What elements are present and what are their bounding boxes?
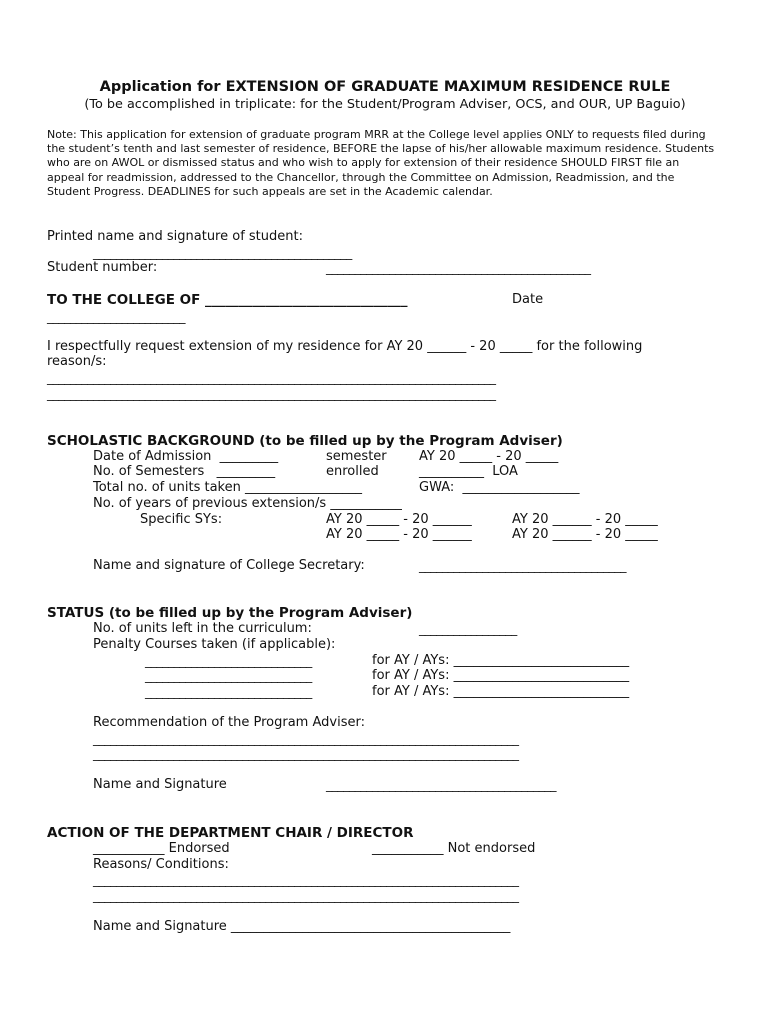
- specific-sys-label: Specific SYs:: [140, 512, 223, 527]
- recommendation-line-2[interactable]: __________________________________________________________________________: [93, 746, 519, 761]
- no-semesters-field[interactable]: No. of Semesters _________: [93, 464, 276, 479]
- college-field[interactable]: TO THE COLLEGE OF ______________________________: [47, 292, 408, 308]
- semester-ay-field[interactable]: AY 20 _____ - 20 _____: [419, 449, 559, 464]
- date-admission-field[interactable]: Date of Admission _________: [93, 449, 279, 464]
- printed-name-signature-field[interactable]: _____________________________________________: [93, 245, 352, 260]
- reasons-conditions-label: Reasons/ Conditions:: [93, 857, 229, 872]
- adviser-signature-label: Name and Signature: [93, 777, 227, 792]
- request-text: I respectfully request extension of my residence for AY 20 ______ - 20 _____ for the following: [47, 339, 643, 354]
- form-title: Application for EXTENSION OF GRADUATE MAXIMUM RESIDENCE RULE: [99, 79, 671, 95]
- units-taken-field[interactable]: Total no. of units taken __________________: [93, 480, 362, 495]
- penalty-ay-field-2[interactable]: for AY / AYs: ___________________________: [372, 668, 630, 683]
- specific-sy-1[interactable]: AY 20 _____ - 20 ______: [326, 512, 472, 527]
- scholastic-heading: SCHOLASTIC BACKGROUND (to be filled up by the Program Adviser): [47, 433, 563, 449]
- student-number-label: Student number:: [47, 260, 158, 275]
- units-left-field[interactable]: _________________: [419, 621, 517, 636]
- printed-name-label: Printed name and signature of student:: [47, 229, 303, 244]
- loa-field[interactable]: __________ LOA: [419, 464, 518, 479]
- date-field[interactable]: ________________________: [47, 309, 185, 324]
- previous-extension-field[interactable]: No. of years of previous extension/s ___________: [93, 496, 402, 511]
- penalty-course-field-2[interactable]: _____________________________: [145, 668, 312, 683]
- gwa-field[interactable]: GWA: __________________: [419, 480, 580, 495]
- penalty-courses-label: Penalty Courses taken (if applicable):: [93, 637, 336, 652]
- secretary-label: Name and signature of College Secretary:: [93, 558, 365, 573]
- specific-sy-4[interactable]: AY 20 ______ - 20 _____: [512, 527, 658, 542]
- request-reason-label: reason/s:: [47, 354, 107, 369]
- date-label: Date: [512, 292, 544, 307]
- recommendation-label: Recommendation of the Program Adviser:: [93, 715, 365, 730]
- action-heading: ACTION OF THE DEPARTMENT CHAIR / DIRECTOR: [47, 825, 414, 841]
- recommendation-line-1[interactable]: __________________________________________________________________________: [93, 731, 519, 746]
- not-endorsed-option[interactable]: ___________ Not endorsed: [372, 841, 536, 856]
- reason-line-1[interactable]: ______________________________________________________________________________: [47, 370, 496, 385]
- penalty-course-field-3[interactable]: _____________________________: [145, 684, 312, 699]
- semester-label: semester: [326, 449, 387, 464]
- penalty-ay-field-1[interactable]: for AY / AYs: ___________________________: [372, 653, 630, 668]
- units-left-label: No. of units left in the curriculum:: [93, 621, 312, 636]
- chair-signature-field[interactable]: Name and Signature ___________________________________________: [93, 919, 511, 934]
- form-subtitle: (To be accomplished in triplicate: for the Student/Program Adviser, OCS, and OUR, UP Baguio): [84, 97, 686, 112]
- specific-sy-2[interactable]: AY 20 ______ - 20 _____: [512, 512, 658, 527]
- endorsed-option[interactable]: ___________ Endorsed: [93, 841, 230, 856]
- reason-line-2[interactable]: ______________________________________________________________________________: [47, 386, 496, 401]
- adviser-signature-field[interactable]: ________________________________________: [326, 777, 556, 792]
- student-number-field[interactable]: ______________________________________________: [326, 260, 591, 275]
- status-heading: STATUS (to be filled up by the Program Adviser): [47, 605, 413, 621]
- penalty-course-field-1[interactable]: _____________________________: [145, 653, 312, 668]
- reasons-line-2[interactable]: __________________________________________________________________________: [93, 888, 519, 903]
- secretary-signature-field[interactable]: ____________________________________: [419, 558, 626, 573]
- enrolled-label: enrolled: [326, 464, 379, 479]
- reasons-line-1[interactable]: __________________________________________________________________________: [93, 872, 519, 887]
- note-paragraph: Note: This application for extension of graduate program MRR at the College level applies ONLY to requests filed during the student’s tenth and last semester of residence, BEFORE the lapse of his/her allowable maximum residence. Students who are on AWOL or dismissed status and who wish to apply for extension of their residence SHOULD FIRST file an appeal for readmission, addressed to the Chancellor, through the Committee on Admission, Readmission, and the Student Progress. DEADLINES for such appeals are set in the Academic calendar.: [47, 128, 715, 198]
- specific-sy-3[interactable]: AY 20 _____ - 20 ______: [326, 527, 472, 542]
- penalty-ay-field-3[interactable]: for AY / AYs: ___________________________: [372, 684, 630, 699]
